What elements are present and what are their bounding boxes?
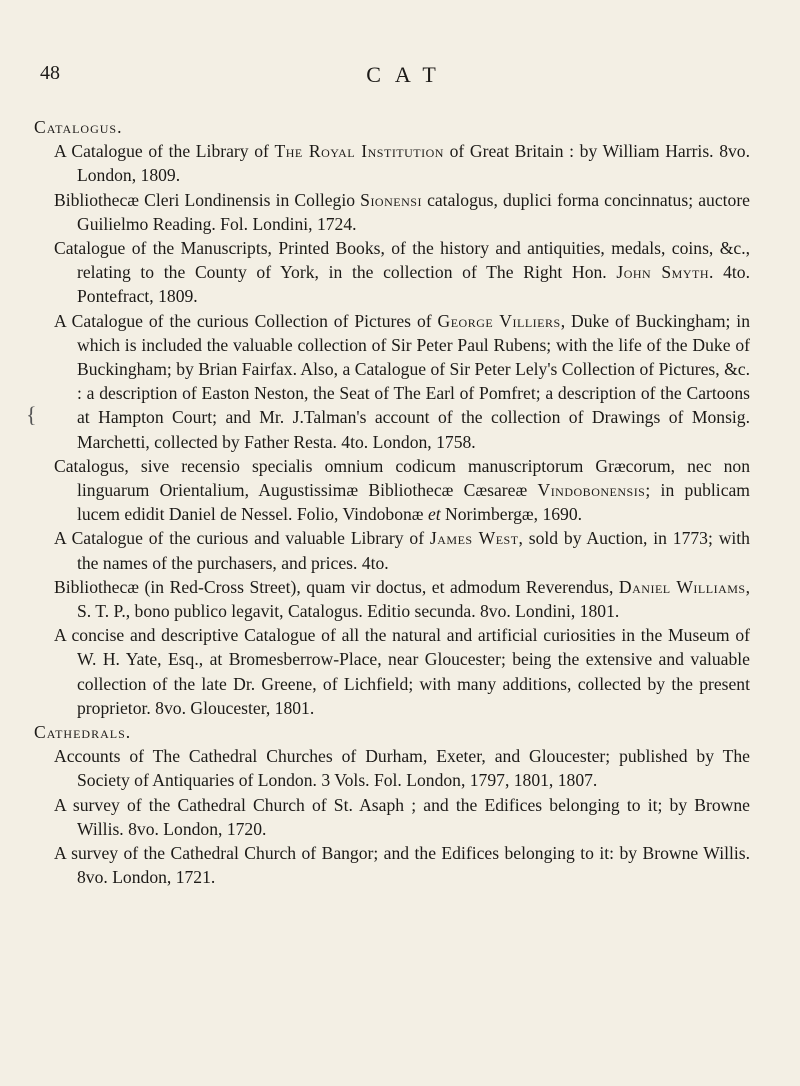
entry-text: A survey of the Cathedral Church of Bangor; and the Edifices belonging to it: by Browne Willis. 8vo. London, 1721. — [54, 843, 750, 888]
entry-name-smallcaps: Vindobonensis — [537, 480, 646, 501]
entry-name-smallcaps: Sionensi — [360, 189, 422, 210]
entry-text: Accounts of The Cathedral Churches of Durham, Exeter, and Gloucester; published by The Society of Antiquaries of London. 3 Vols. Fol. London, 1797, 1801, 1807. — [54, 746, 750, 791]
entry-text: Catalogus, sive recensio specialis omnium codicum manuscriptorum Græcorum, nec non linguarum Orientalium, Augustissimæ Bibliothecæ Cæsareæ — [54, 455, 750, 501]
catalogue-entry — [34, 188, 750, 236]
entry-text: A Catalogue of the curious and valuable Library of — [54, 528, 430, 549]
catalogue-entry — [34, 623, 750, 720]
catalogue-entry — [34, 575, 750, 623]
catalogue-entry — [34, 793, 750, 841]
catalogue-content — [34, 115, 750, 890]
entry-text: . 4to. Pontefract, 1809. — [77, 262, 750, 307]
entry-text: Norimbergæ, 1690. — [440, 504, 583, 525]
page-header — [40, 62, 740, 92]
entry-text: Bibliothecæ Cleri Londinensis in Collegio — [54, 189, 361, 210]
catalogue-entry — [34, 454, 750, 527]
entry-name-smallcaps: John Smyth — [616, 262, 710, 283]
entry-text: , sold by Auction, in 1773; with the names of the purchasers, and prices. 4to. — [77, 528, 750, 573]
entry-text: A Catalogue of the curious Collection of Pictures of — [54, 310, 438, 331]
entry-text: A concise and descriptive Catalogue of all the natural and artificial curiosities in the Museum of W. H. Yate, Esq., at Bromesberrow-Place, near Gloucester; being the extensive and valuable collection of the late Dr. Greene, of Lichfield; with many additions, collected by the present proprietor. 8vo. Gloucester, 1801. — [54, 625, 750, 718]
catalogue-entry — [34, 139, 750, 187]
entry-text: ; in publicam lucem edidit Daniel de Nessel. Folio, Vindobonæ — [77, 480, 750, 525]
margin-mark: { — [26, 402, 37, 427]
catalogue-entry — [34, 526, 750, 574]
entry-text: Bibliothecæ (in Red-Cross Street), quam vir doctus, et admodum Reverendus, — [54, 576, 619, 597]
page-number: 48 — [40, 62, 60, 84]
catalogue-entry — [34, 236, 750, 309]
entry-name-smallcaps: Daniel Williams — [618, 576, 746, 597]
entry-name-smallcaps: The Royal Institution — [274, 141, 444, 162]
entry-name-smallcaps: James West — [429, 528, 519, 549]
entry-name-smallcaps: George Villiers — [437, 310, 561, 331]
entry-text: catalogus, duplici forma concinnatus; auctore Guilielmo Reading. Fol. Londini, 1724. — [77, 189, 750, 234]
entry-text: , S. T. P., bono publico legavit, Catalogus. Editio secunda. 8vo. Londini, 1801. — [77, 576, 750, 622]
section-heading: Catalogus. — [34, 117, 123, 137]
section-heading: Cathedrals. — [34, 722, 132, 743]
entry-text: of Great Britain : by William Harris. 8vo. London, 1809. — [77, 141, 751, 186]
entry-text: A Catalogue of the Library of — [54, 141, 275, 162]
catalogue-entry — [34, 841, 750, 889]
catalogue-entry — [34, 744, 750, 792]
catalogue-entry — [34, 309, 750, 454]
running-head: CAT — [366, 62, 450, 87]
entry-text: Catalogue of the Manuscripts, Printed Books, of the history and antiquities, medals, coins, &c., relating to the County of York, in the collection of The Right Hon. — [54, 238, 750, 283]
entry-text: A survey of the Cathedral Church of St. Asaph ; and the Edifices belonging to it; by Browne Willis. 8vo. London, 1720. — [54, 794, 750, 839]
entry-text-italic: et — [427, 504, 441, 525]
entry-text: , Duke of Buckingham; in which is included the valuable collection of Sir Peter Paul Rubens; with the life of the Duke of Buckingham; by Brian Fairfax. Also, a Catalogue of Sir Peter Lely's Collection of Pictures, &c. : a description of Easton Neston, the Seat of The Earl of Pomfret; a description of the Cartoons at Hampton Court; and Mr. J.Talman's account of the collection of Drawings of Monsig. Marchetti, collected by Father Resta. 4to. London, 1758. — [77, 310, 750, 452]
